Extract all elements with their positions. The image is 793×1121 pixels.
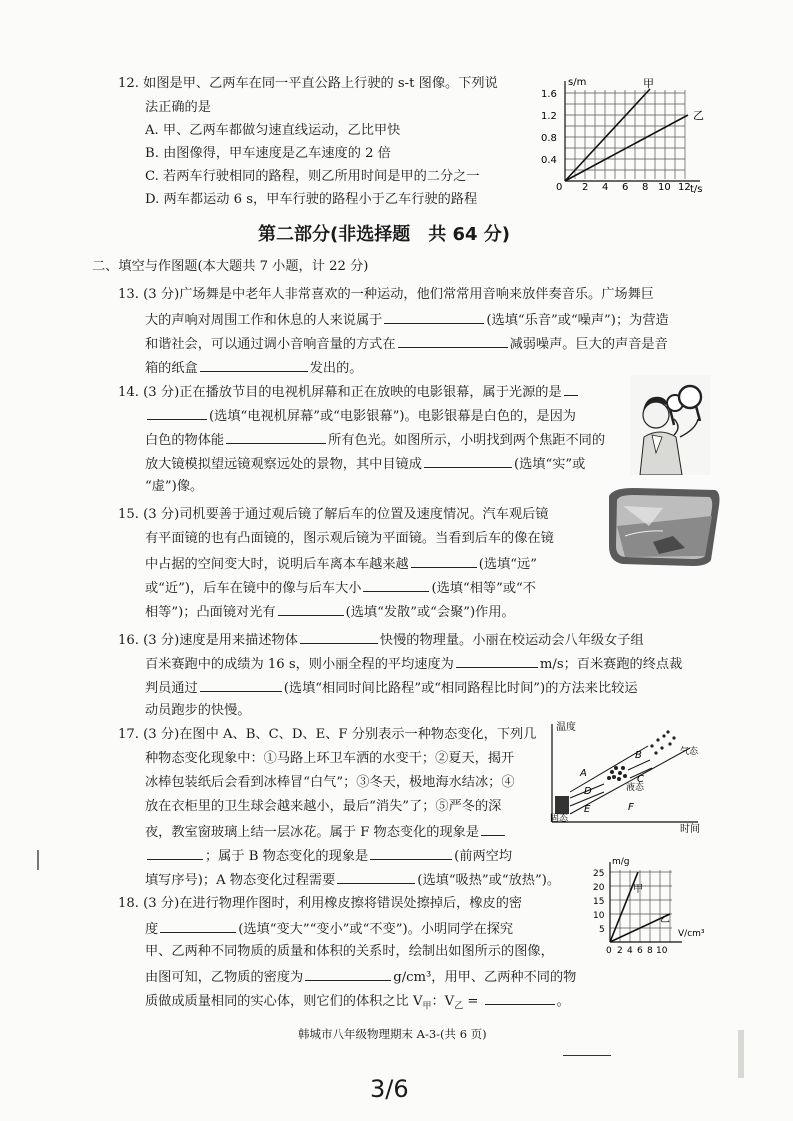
q14-line5: “虚”)像。: [145, 479, 204, 494]
q12-xtick: 8: [642, 182, 649, 193]
q12-xtick: 6: [622, 182, 629, 193]
q15-blank-2[interactable]: [363, 576, 429, 592]
q12-ytick: 0: [556, 182, 563, 193]
q15-line1: 15. (3 分)司机要善于通过观后镜了解后车的位置及速度情况。汽车观后镜: [118, 507, 549, 522]
q16-line3: 判员通过 (选填“相同时间比路程”或“相同路程比时间”)的方法来比较运: [145, 676, 638, 699]
q17-label-c: C: [637, 774, 644, 785]
q17-label-a: A: [580, 768, 587, 779]
q16-blank-1[interactable]: [300, 628, 378, 644]
q12-ytick: 0.8: [541, 133, 557, 144]
q18-line3: 甲、乙两种不同物质的质量和体积的关系时，绘制出如图所示的图像，: [145, 944, 554, 959]
q17-line7: 填写序号)；A 物态变化过程需要 (选填“吸热”或“放热”)。: [145, 868, 560, 891]
q12-xtick: 12: [678, 182, 691, 193]
q18-ytick: 25: [593, 869, 605, 879]
part2-title: 第二部分(非选择题 共 64 分): [258, 224, 511, 245]
q13-line3: 和谐社会，可以通过调小音响音量的方式在 减弱噪声。巨大的声音是音: [145, 332, 668, 355]
q18-xtick: 0: [606, 946, 612, 956]
q17-xlabel: 时间: [680, 824, 700, 833]
q17-label-e: E: [584, 804, 591, 815]
q14-blank-3[interactable]: [424, 452, 512, 468]
q12-stem-line1: 12. 如图是甲、乙两车在同一平直公路上行驶的 s-t 图像。下列说: [118, 76, 498, 91]
page-footer: 韩城市八年级物理期末 A-3-(共 6 页): [298, 1027, 487, 1041]
q17-line1: 17. (3 分)在图中 A、B、C、D、E、F 分别表示一种物态变化，下列几: [118, 727, 537, 742]
q18-mass-volume-graph: [590, 856, 718, 961]
q14-line1: 14. (3 分)正在播放节目的电视机屏幕和正在放映的电影银幕，属于光源的是: [118, 380, 580, 403]
q12-option-d: D. 两车都运动 6 s，甲车行驶的路程小于乙车行驶的路程: [145, 192, 478, 207]
q12-xtick: 4: [602, 182, 609, 193]
q12-xtick: 10: [658, 182, 671, 193]
q14-line2: (选填“电视机屏幕”或“电影银幕”)。电影银幕是白色的，是因为: [145, 404, 576, 427]
q18-line4: 由图可知，乙物质的密度为 g/cm³，用甲、乙两种不同的物: [145, 965, 576, 988]
q18-line1: 18. (3 分)在进行物理作图时，利用橡皮擦将错误处擦掉后，橡皮的密: [118, 896, 523, 911]
q16-line1: 16. (3 分)速度是用来描述物体 快慢的物理量。小丽在校运动会八年级女子组: [118, 628, 644, 651]
q17-line6: ；属于 B 物态变化的现象是 (前两空均: [145, 844, 512, 867]
q13-line1: 13. (3 分)广场舞是中老年人非常喜欢的一种运动，他们常常用音响来放伴奏音乐。广场舞巨: [118, 287, 654, 302]
page-number: 3/6: [370, 1075, 409, 1103]
section2-heading: 二、填空与作图题(本大题共 7 小题，计 22 分): [92, 259, 369, 274]
q17-line5: 夜，教室窗玻璃上结一层冰花。属于 F 物态变化的现象是: [145, 820, 507, 843]
q17-label-b: B: [635, 750, 642, 761]
q17-blank-1b[interactable]: [147, 844, 203, 860]
q18-xtick: 4: [627, 946, 633, 956]
q12-ytick: 0.4: [541, 155, 557, 166]
q12-option-c: C. 若两车行驶相同的路程，则乙所用时间是甲的二分之一: [145, 169, 480, 184]
q13-blank-1[interactable]: [384, 308, 484, 324]
q14-blank-1a[interactable]: [564, 380, 578, 396]
q18-ytick: 15: [593, 897, 605, 907]
q14-blank-2[interactable]: [226, 428, 326, 444]
rear-view-mirror-image: [603, 486, 723, 568]
q12-option-b: B. 由图像得，甲车速度是乙车速度的 2 倍: [145, 146, 391, 161]
q18-label-yi: 乙: [660, 914, 670, 925]
q12-option-a: A. 甲、乙两车都做匀速直线运动，乙比甲快: [145, 123, 401, 138]
q17-label-f: F: [628, 802, 634, 813]
q18-xtick: 2: [617, 946, 623, 956]
q16-line2: 百米赛跑中的成绩为 16 s，则小丽全程的平均速度为 m/s；百米赛跑的终点裁: [145, 652, 682, 675]
q17-line4: 放在衣柜里的卫生球会越来越小，最后“消失”了；⑤严冬的深: [145, 799, 502, 814]
q17-line2: 种物态变化现象中：①马路上环卫车洒的水变干；②夏天，揭开: [145, 751, 515, 766]
q15-line2: 有平面镜的也有凸面镜的，图示观后镜为平面镜。当看到后车的像在镜: [145, 531, 554, 546]
q15-line4: 或“近”)，后车在镜中的像与后车大小 (选填“相等”或“不: [145, 576, 536, 599]
q18-line5: 质做成质量相同的实心体，则它们的体积之比 $V_甲$：$V_乙$ = 。: [145, 989, 570, 1018]
q12-graph-ylabel: s/m: [568, 77, 587, 88]
q12-ytick: 1.2: [541, 111, 557, 122]
q12-label-jia: 甲: [643, 77, 654, 90]
q12-xtick: 2: [582, 182, 589, 193]
q18-ytick: 5: [599, 925, 605, 935]
q18-label-jia: 甲: [633, 884, 643, 895]
q14-blank-1b[interactable]: [147, 404, 207, 420]
q17-blank-3[interactable]: [337, 868, 415, 884]
q13-blank-3[interactable]: [200, 356, 308, 372]
q16-line4: 动员跑步的快慢。: [145, 703, 251, 718]
q12-ytick: 1.6: [541, 89, 557, 100]
q17-label-d: D: [584, 786, 592, 797]
q18-graph-xlabel: V/cm³: [678, 929, 705, 939]
q12-label-yi: 乙: [693, 109, 704, 122]
q13-line4: 箱的纸盒 发出的。: [145, 356, 363, 379]
q15-blank-3[interactable]: [278, 600, 344, 616]
q13-line2: 大的声响对周围工作和休息的人来说属于 (选填“乐音”或“噪声”)；为营造: [145, 308, 669, 331]
q12-stem-line2: 法正确的是: [145, 100, 211, 115]
scan-mark: [37, 850, 39, 870]
q17-liquid-label: 液态: [626, 783, 645, 793]
q17-gas-label: 气态: [680, 747, 699, 757]
q12-graph-xlabel: t/s: [690, 184, 703, 195]
q18-xtick: 10: [656, 946, 668, 956]
q12-st-graph: [540, 75, 715, 195]
q18-line2: 度 (选填“变大”“变小”或“不变”)。小明同学在探究: [145, 917, 513, 940]
q17-line3: 冰棒包装纸后会看到冰棒冒“白气”；③冬天，极地海水结冰；④: [145, 775, 515, 790]
q18-blank-1[interactable]: [160, 917, 236, 933]
scan-artifact: [738, 1030, 744, 1078]
q16-blank-3[interactable]: [200, 676, 282, 692]
q14-line4: 放大镜模拟望远镜观察远处的景物，其中目镜成 (选填“实”或: [145, 452, 585, 475]
q17-ylabel: 温度: [556, 722, 576, 733]
q18-ytick: 10: [593, 911, 605, 921]
q16-blank-2[interactable]: [456, 652, 538, 668]
q18-xtick: 6: [637, 946, 643, 956]
q18-graph-ylabel: m/g: [612, 857, 630, 867]
boy-with-magnifiers-image: [630, 375, 710, 475]
q15-line3: 中占据的空间变大时，说明后车离本车越来越 (选填“远”: [145, 552, 537, 575]
q17-phase-change-diagram: [540, 718, 715, 833]
q15-line5: 相等”)；凸面镜对光有 (选填“发散”或“会聚”)作用。: [145, 600, 515, 623]
q14-line3: 白色的物体能 所有色光。如图所示，小明找到两个焦距不同的: [145, 428, 605, 451]
q18-blank-3[interactable]: [485, 989, 555, 1005]
q18-xtick: 8: [647, 946, 653, 956]
q18-ytick: 20: [593, 883, 605, 893]
q17-blank-1a[interactable]: [481, 820, 505, 836]
q17-blank-2[interactable]: [370, 844, 452, 860]
q18-blank-2[interactable]: [305, 965, 391, 981]
q17-solid-label: 固态: [550, 814, 569, 824]
q15-blank-1[interactable]: [411, 552, 477, 568]
q13-blank-2[interactable]: [398, 332, 508, 348]
footer-divider: [563, 1055, 611, 1056]
